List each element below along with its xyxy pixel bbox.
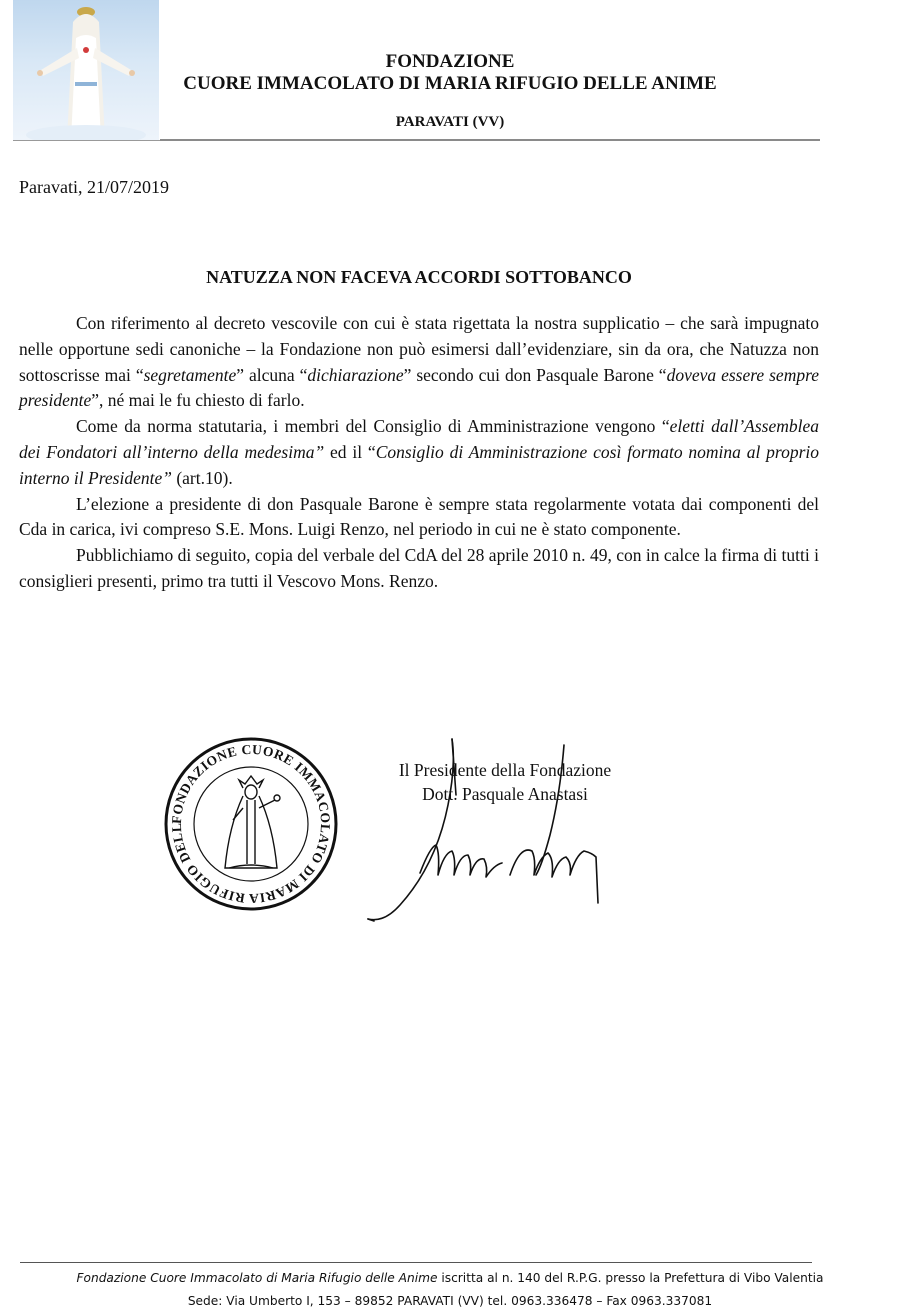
footer-org-name: Fondazione Cuore Immacolato di Maria Rifugio delle Anime bbox=[76, 1271, 438, 1285]
signer-name: Dott. Pasquale Anastasi bbox=[422, 784, 588, 804]
p1-text-2: ” alcuna “ bbox=[236, 364, 308, 385]
p2-text-1: Come da norma statutaria, i membri del Consiglio di Amministrazione vengono “ bbox=[76, 416, 670, 437]
footer-registration bbox=[0, 1271, 900, 1285]
p1-italic-2: dichiarazione bbox=[307, 364, 404, 385]
paragraph-4: Pubblichiamo di seguito, copia del verbale del CdA del 28 aprile 2010 n. 49, con in calce la firma di tutti i consiglieri presenti, primo tra tutti il Vescovo Mons. Renzo. bbox=[19, 545, 819, 591]
seal-text: FONDAZIONE CUORE IMMACOLATO DI MARIA RIFUGIO DELL bbox=[168, 741, 334, 907]
foundation-seal-stamp bbox=[163, 736, 339, 912]
letter-date: Paravati, 21/07/2019 bbox=[19, 177, 169, 197]
handwritten-signature bbox=[360, 735, 610, 930]
p1-italic-3: doveva essere sempre presidente bbox=[19, 364, 820, 411]
p1-text-4: ”, né mai le fu chiesto di farlo. bbox=[91, 390, 305, 411]
footer-registration-text: iscritta al n. 140 del R.P.G. presso la Prefettura di Vibo Valentia bbox=[437, 1271, 824, 1285]
header-rule-left bbox=[13, 140, 160, 141]
paragraph-2 bbox=[19, 414, 819, 491]
paragraph-3: L’elezione a presidente di don Pasquale Barone è sempre stata regolarmente votata dai componenti del Cda in carica, ivi compreso S.E. Mons. Luigi Renzo, nel periodo in cui ne è stato componente. bbox=[19, 493, 819, 540]
madonna-figure-icon bbox=[13, 0, 159, 140]
footer-address: Sede: Via Umberto I, 153 – 89852 PARAVATI (VV) tel. 0963.336478 – Fax 0963.337081 bbox=[187, 1294, 713, 1308]
paragraph-1 bbox=[19, 311, 819, 414]
org-name-line2: CUORE IMMACOLATO DI MARIA RIFUGIO DELLE ANIME bbox=[183, 73, 717, 94]
org-name-line1: FONDAZIONE bbox=[385, 51, 515, 72]
signer-title: Il Presidente della Fondazione bbox=[398, 760, 612, 780]
letter-title: NATUZZA NON FACEVA ACCORDI SOTTOBANCO bbox=[206, 267, 632, 287]
header-rule bbox=[160, 139, 820, 141]
madonna-header-image bbox=[13, 0, 159, 140]
org-city: PARAVATI (VV) bbox=[395, 114, 505, 130]
p2-italic-2: Consiglio di Amministrazione così formato nomina al proprio interno il Presidente” bbox=[19, 441, 819, 488]
p2-text-3: (art.10). bbox=[171, 467, 233, 488]
p2-text-2: ed il “ bbox=[324, 441, 376, 462]
p1-italic-1: segretamente bbox=[143, 364, 237, 385]
p1-text-3: ” secondo cui don Pasquale Barone “ bbox=[403, 364, 667, 385]
p2-italic-1: eletti dall’Assemblea dei Fondatori all’interno della medesima” bbox=[19, 416, 819, 462]
letter-body bbox=[19, 311, 819, 595]
p1-text-1: Con riferimento al decreto vescovile con cui è stata rigettata la nostra supplicatio – che sarà impugnato nelle opportune sedi canoniche – la Fondazione non può esimersi dall’evidenziare, sin da ora, che Natuzza non sottoscrisse mai “ bbox=[19, 313, 819, 385]
footer-rule bbox=[20, 1262, 812, 1263]
